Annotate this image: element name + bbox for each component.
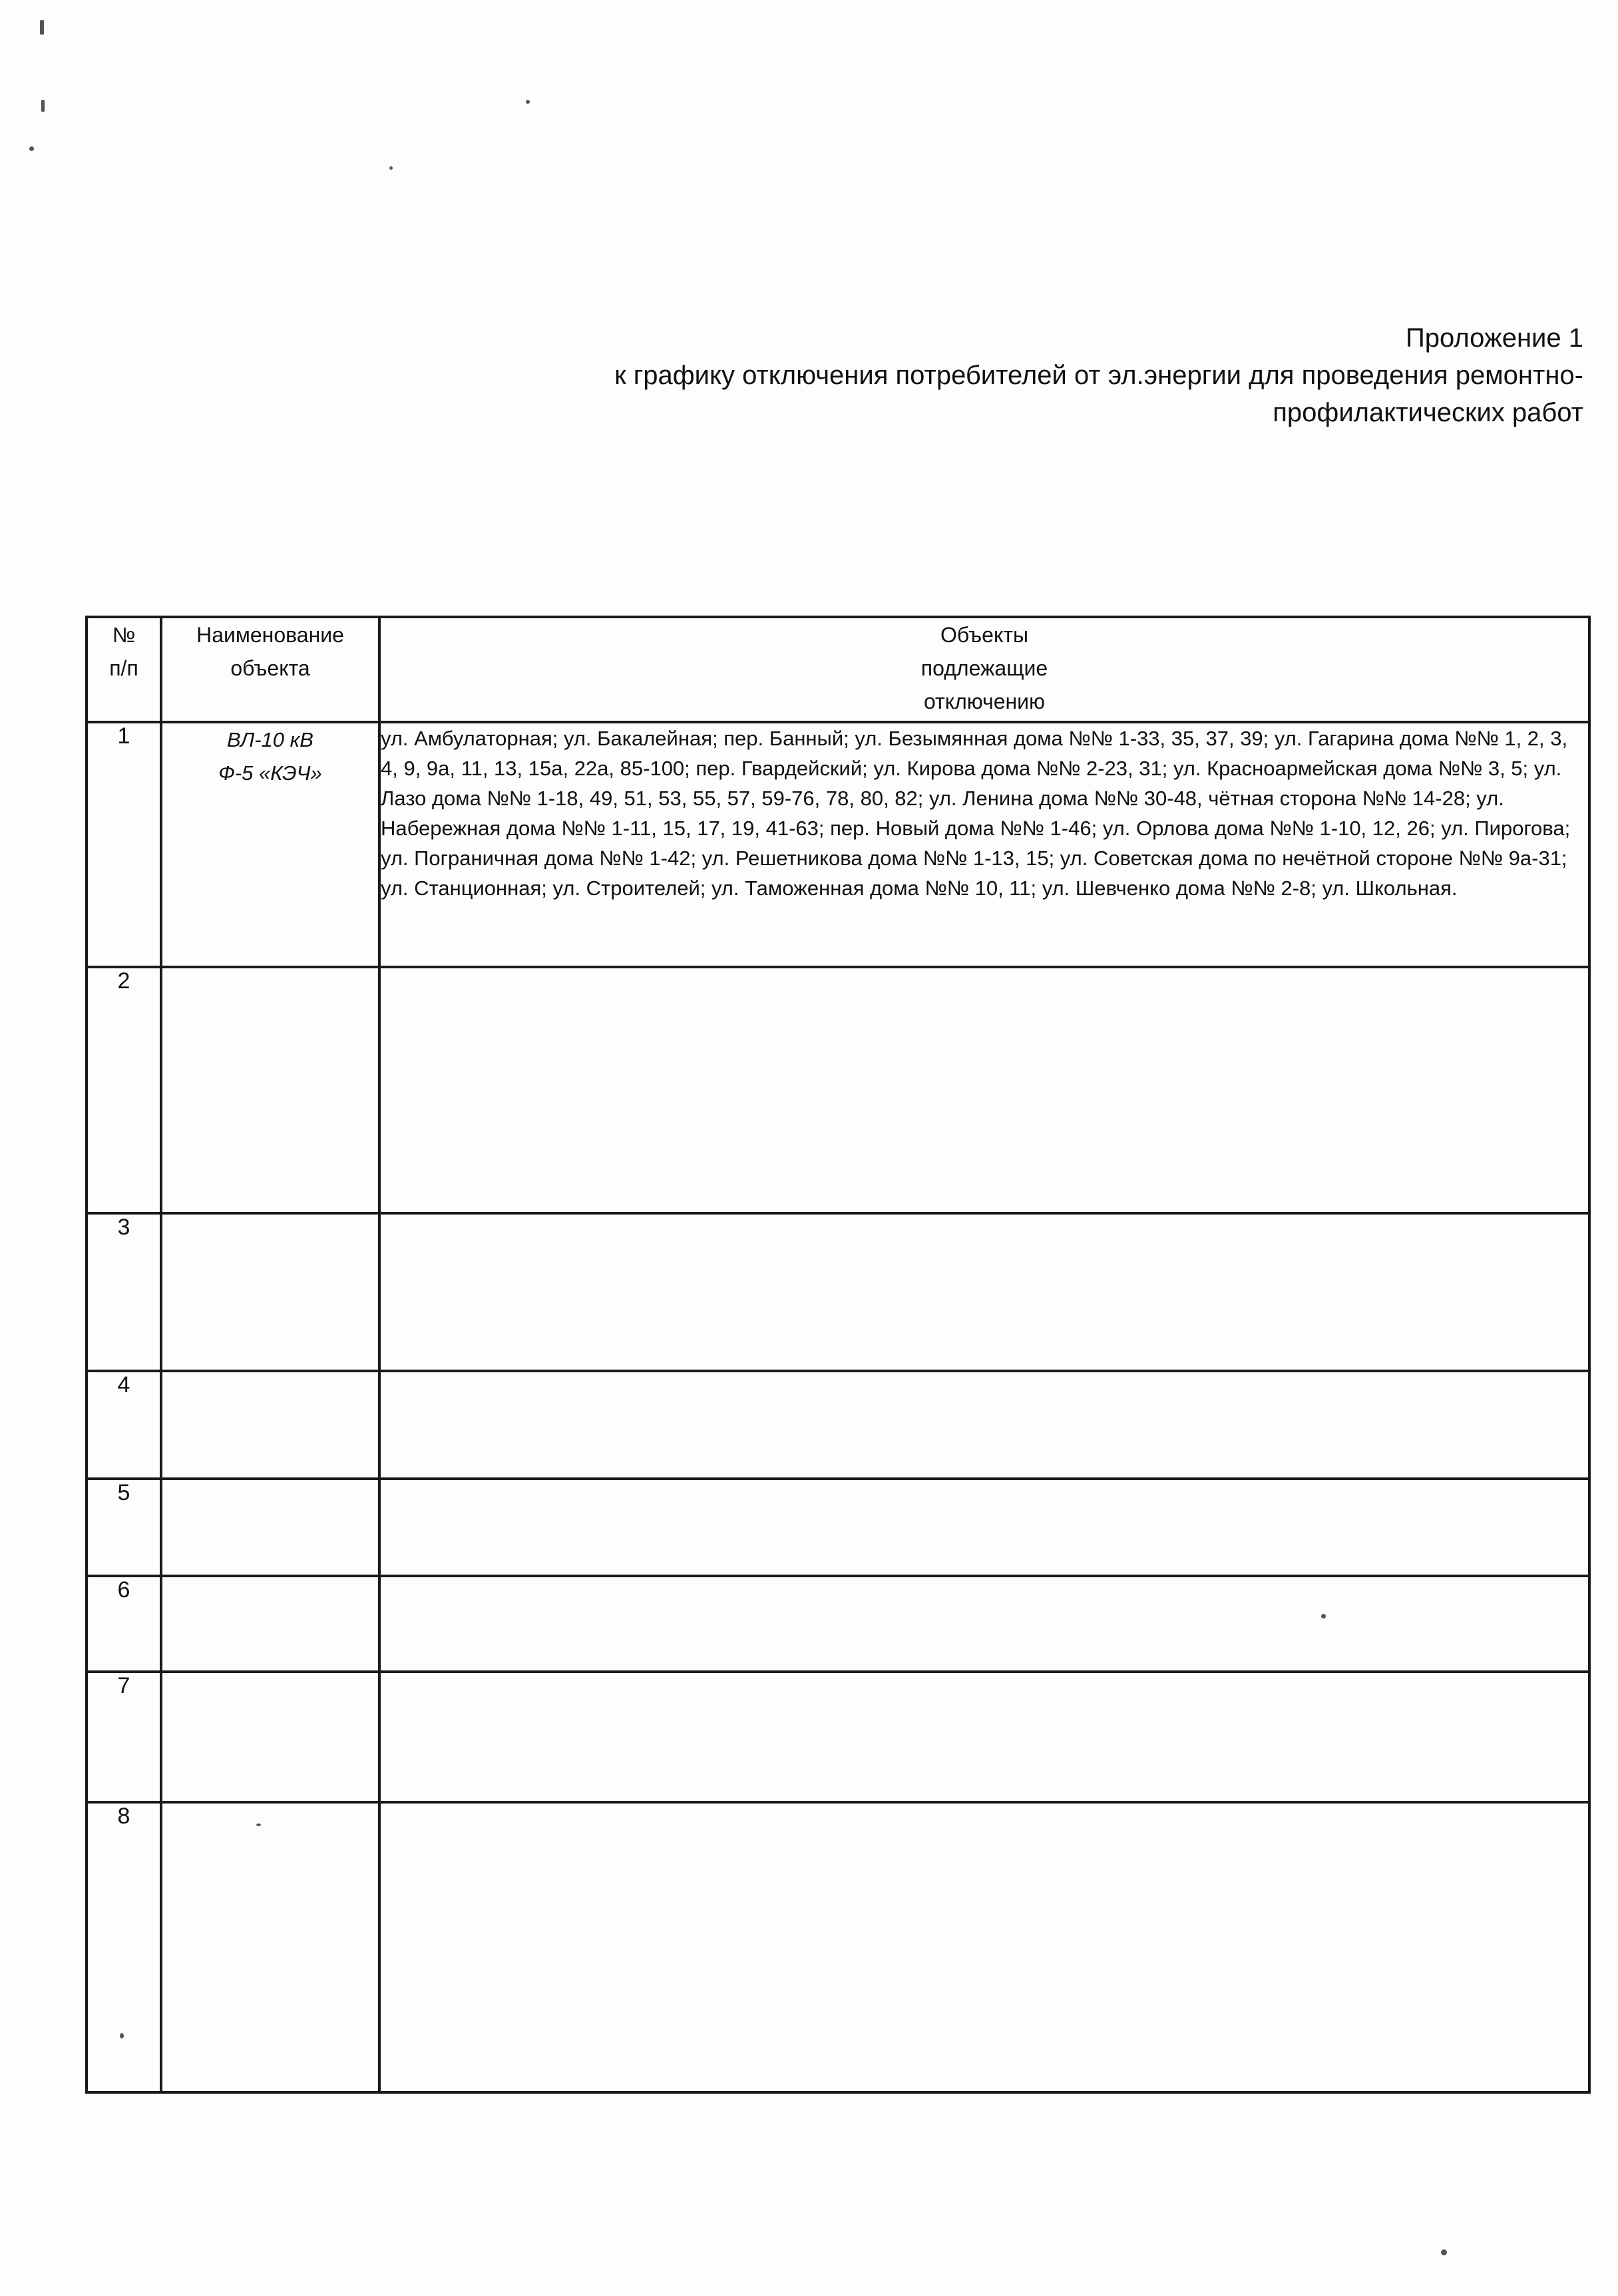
row-objects-list xyxy=(379,1371,1589,1479)
row-number: 8 xyxy=(87,1802,161,2092)
row-number: 3 xyxy=(87,1213,161,1371)
outage-objects-table xyxy=(85,616,1591,2094)
row-objects-list xyxy=(379,1672,1589,1802)
column-header-objects: Объекты подлежащие отключению xyxy=(379,617,1589,722)
column-header-object-name: Наименование объекта xyxy=(161,617,379,722)
row-objects-list xyxy=(379,1802,1589,2092)
table-row xyxy=(87,1802,1589,2092)
row-number: 5 xyxy=(87,1479,161,1576)
scan-speck xyxy=(1441,2249,1447,2255)
appendix-subtitle-line1: к графику отключения потребителей от эл.энергии для проведения ремонтно- xyxy=(614,361,1583,390)
appendix-title: Проложение 1 xyxy=(1406,323,1583,353)
row-objects-list xyxy=(379,1576,1589,1672)
row-objects-list xyxy=(379,1213,1589,1371)
row-object-name: ВЛ-10 кВ Ф-5 «КЭЧ» xyxy=(161,722,379,967)
row-objects-list xyxy=(379,1479,1589,1576)
row-object-name xyxy=(161,1213,379,1371)
table-row xyxy=(87,1479,1589,1576)
table-row xyxy=(87,722,1589,967)
row-number: 2 xyxy=(87,967,161,1213)
row-number: 6 xyxy=(87,1576,161,1672)
row-number: 7 xyxy=(87,1672,161,1802)
scan-speck xyxy=(526,100,530,104)
scan-speck xyxy=(41,100,45,112)
appendix-subtitle-line2: профилактических работ xyxy=(1273,398,1583,427)
row-object-name xyxy=(161,1576,379,1672)
row-objects-list: ул. Амбулаторная; ул. Бакалейная; пер. Банный; ул. Безымянная дома №№ 1-33, 35, 37, 39; ул. Гагарина дома №№ 1, 2, 3, 4, 9, 9а, 11, 13, 15а, 22а, 85-100; пер. Гвардейский; ул. Кирова дома №№ 2-23, 31; ул. Красноармейская дома №№ 3, 5; ул. Лазо дома №№ 1-18, 49, 51, 53, 55, 57, 59-76, 78, 80, 82; ул. Ленина дома №№ 30-48, чётная сторона №№ 14-28; ул. Набережная дома №№ 1-11, 15, 17, 19, 41-63; пер. Новый дома №№ 1-46; ул. Орлова дома №№ 1-10, 12, 26; ул. Пирогова; ул. Пограничная дома №№ 1-42; ул. Решетникова дома №№ 1-13, 15; ул. Советская дома по нечётной стороне №№ 9а-31; ул. Станционная; ул. Строителей; ул. Таможенная дома №№ 10, 11; ул. Шевченко дома №№ 2-8; ул. Школьная. xyxy=(379,722,1589,967)
row-object-name xyxy=(161,967,379,1213)
row-object-name xyxy=(161,1371,379,1479)
column-header-number: № п/п xyxy=(87,617,161,722)
row-object-name xyxy=(161,1479,379,1576)
scan-speck xyxy=(40,20,44,35)
table-row xyxy=(87,1672,1589,1802)
row-objects-list xyxy=(379,967,1589,1213)
scan-speck xyxy=(29,146,34,151)
table-header-row xyxy=(87,617,1589,722)
row-number: 4 xyxy=(87,1371,161,1479)
appendix-header xyxy=(452,319,1583,431)
table-row xyxy=(87,967,1589,1213)
row-object-name xyxy=(161,1802,379,2092)
table-row xyxy=(87,1213,1589,1371)
table-row xyxy=(87,1576,1589,1672)
row-object-name xyxy=(161,1672,379,1802)
row-number: 1 xyxy=(87,722,161,967)
scan-speck xyxy=(389,166,393,170)
table-row xyxy=(87,1371,1589,1479)
